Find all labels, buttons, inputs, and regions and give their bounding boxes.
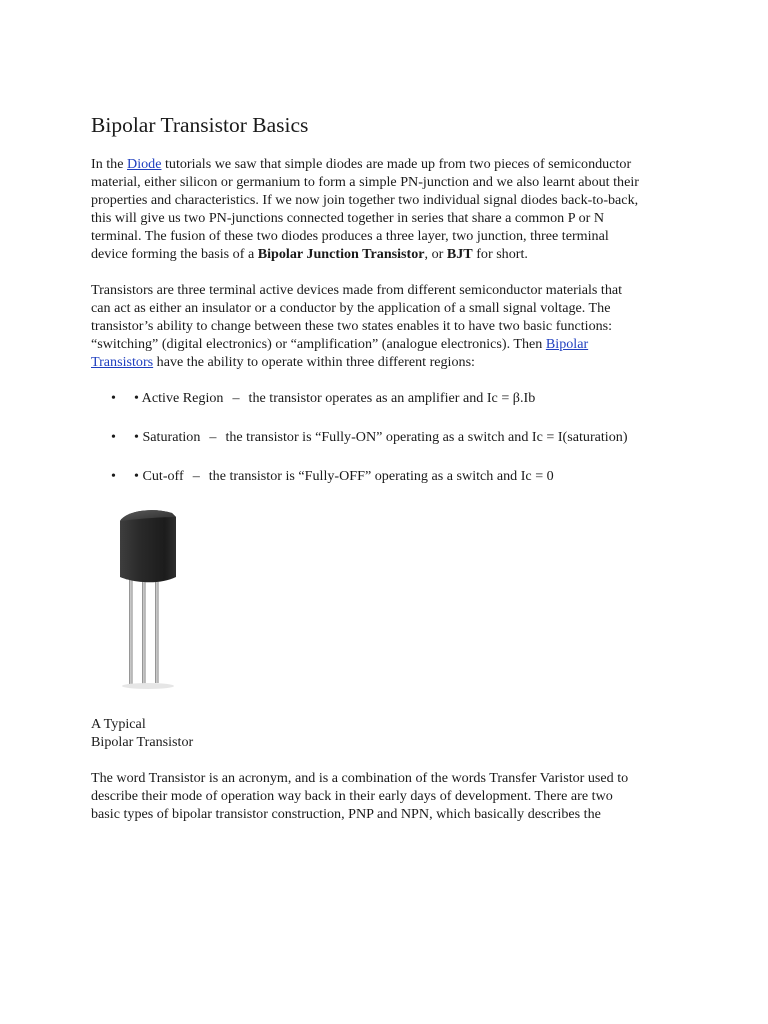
caption-line: A Typical <box>91 716 146 732</box>
list-item <box>91 389 628 428</box>
acronym-paragraph <box>91 769 681 823</box>
text-span: “switching” (digital electronics) or “amplification” (analogue electronics). Then <box>91 336 546 353</box>
intro-paragraph <box>91 155 681 264</box>
text-line: this will give us two PN-junctions connected together in series that share a common P or N <box>91 210 605 227</box>
caption-line: Bipolar Transistor <box>91 734 194 751</box>
text-line <box>91 353 681 371</box>
page-title: Bipolar Transistor Basics <box>91 113 309 137</box>
transistor-photo <box>112 505 188 691</box>
text-line: properties and characteristics. If we now join together two individual signal diodes back-to-back, <box>91 192 639 209</box>
region-name: • Saturation <box>134 429 201 445</box>
functions-paragraph <box>91 281 681 371</box>
operating-regions-list <box>91 389 628 506</box>
text-span: device forming the basis of a <box>91 246 258 263</box>
transistor-lead <box>155 575 159 683</box>
separator-dash: – <box>192 468 200 484</box>
bipolar-transistors-link[interactable]: Bipolar <box>545 336 589 353</box>
text-span: tutorials we saw that simple diodes are made up from two pieces of semiconductor <box>161 156 632 172</box>
photo-shadow <box>122 683 174 689</box>
bullet-marker: • <box>111 468 116 484</box>
region-name: • Active Region <box>134 390 224 406</box>
text-span: In the <box>91 156 128 172</box>
text-line: The word Transistor is an acronym, and is a combination of the words Transfer Varistor used to <box>91 770 629 786</box>
text-line: describe their mode of operation way back in their early days of development. There are two <box>91 788 613 805</box>
separator-dash: – <box>232 390 240 406</box>
transistor-lead <box>129 575 133 685</box>
text-line <box>91 245 681 263</box>
text-line: terminal. The fusion of these two diodes produces a three layer, two junction, three terminal <box>91 228 609 245</box>
bipolar-transistors-link[interactable]: Transistors <box>91 354 154 371</box>
region-name: • Cut-off <box>134 468 184 484</box>
text-line: transistor’s ability to change between these two states enables it to have two basic functions: <box>91 318 613 335</box>
bjt-abbreviation: BJT <box>446 246 473 263</box>
text-line <box>91 335 681 353</box>
text-span: for short. <box>472 246 528 263</box>
text-line <box>91 155 681 173</box>
text-line: basic types of bipolar transistor construction, PNP and NPN, which basically describes the <box>91 806 601 823</box>
text-line: material, either silicon or germanium to form a simple PN-junction and we also learnt about their <box>91 174 639 191</box>
text-span: have the ability to operate within three different regions: <box>153 354 475 371</box>
bullet-marker: • <box>111 429 116 445</box>
photo-caption <box>91 715 193 751</box>
region-description: the transistor is “Fully-OFF” operating as a switch and Ic = 0 <box>208 468 554 484</box>
diode-link[interactable]: Diode <box>127 156 162 172</box>
transistor-body <box>120 510 176 582</box>
list-item <box>91 467 628 506</box>
region-description: the transistor operates as an amplifier and Ic = β.Ib <box>248 390 536 406</box>
list-item <box>91 428 628 467</box>
region-description: the transistor is “Fully-ON” operating as a switch and Ic = I(saturation) <box>225 429 628 445</box>
text-span: , or <box>424 246 447 263</box>
text-line: Transistors are three terminal active devices made from different semiconductor materials that <box>91 282 623 298</box>
bjt-full-name: Bipolar Junction Transistor <box>257 246 425 263</box>
separator-dash: – <box>209 429 217 445</box>
text-line: can act as either an insulator or a conductor by the application of a small signal voltage. The <box>91 300 611 317</box>
bullet-marker: • <box>111 390 116 406</box>
transistor-lead <box>142 575 146 687</box>
